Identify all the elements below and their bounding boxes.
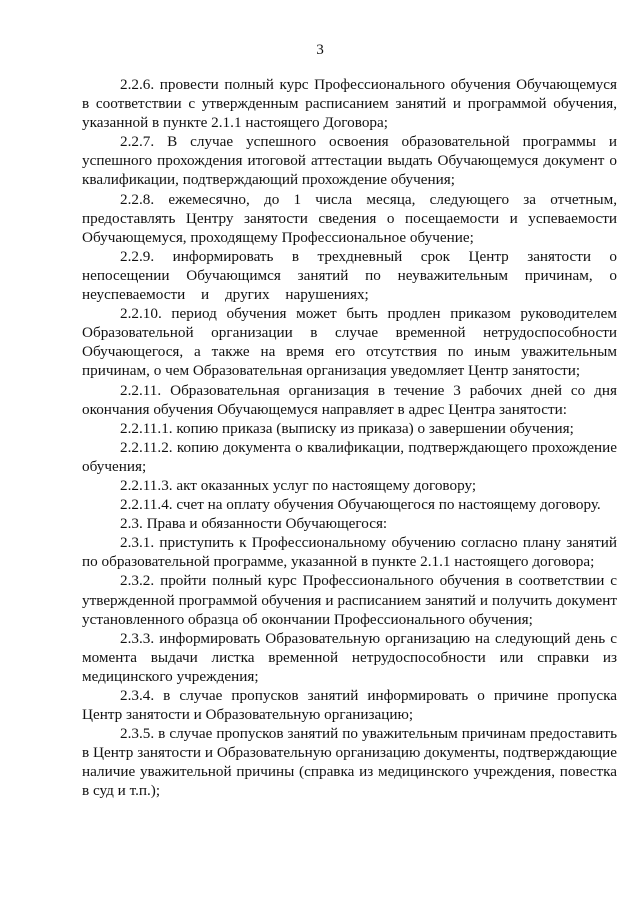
section-2-3-heading: 2.3. Права и обязанности Обучающегося: — [120, 515, 388, 533]
clause-2-3-3: 2.3.3. информировать Образовательную организацию на следующий день с момента выдачи листка временной нетрудоспособности или справки из медицинского учреждения; — [82, 629, 617, 685]
clause-2-2-10: 2.2.10. период обучения может быть продлен приказом руководителем Образовательной организации в случае временной нетрудоспособности Обучающегося, а также на время его отсутствия по иным уважительным причинам, о чем Образовательная организация уведомляет Центр занятости; — [82, 305, 617, 380]
clause-2-3-1: 2.3.1. приступить к Профессиональному обучению согласно плану занятий по образовательной программе, указанной в пункте 2.1.1 настоящего договора; — [82, 534, 617, 571]
clause-2-2-8: 2.2.8. ежемесячно, до 1 числа месяца, следующего за отчетным, предоставлять Центру занятости сведения о посещаемости и успеваемости Обучающемуся, проходящему Профессиональное обучение; — [82, 190, 617, 246]
clause-2-2-11-2: 2.2.11.2. копию документа о квалификации, подтверждающего прохождение обучения; — [82, 438, 617, 475]
clause-2-2-11-3: 2.2.11.3. акт оказанных услуг по настоящему договору; — [120, 476, 477, 494]
clause-2-3-4: 2.3.4. в случае пропусков занятий информировать о причине пропуска Центр занятости и Образовательную организацию; — [82, 687, 617, 724]
clause-2-3-2: 2.3.2. пройти полный курс Профессионального обучения в соответствии с утвержденной программой обучения и расписанием занятий и получить документ установленного образца об окончании Профессионального обучения; — [82, 572, 617, 628]
clause-2-2-9: 2.2.9. информировать в трехдневный срок Центр занятости о непосещении Обучающимся занятий по неуважительным причинам, о неуспеваемости и других нарушениях; — [82, 247, 617, 304]
page-number: 3 — [316, 41, 324, 58]
clause-2-2-11-4: 2.2.11.4. счет на оплату обучения Обучающегося по настоящему договору. — [120, 496, 601, 514]
clause-2-2-11-1: 2.2.11.1. копию приказа (выписку из приказа) о завершении обучения; — [120, 419, 574, 437]
document-body — [82, 75, 617, 801]
clause-2-2-7: 2.2.7. В случае успешного освоения образовательной программы и успешного прохождения итоговой аттестации выдать Обучающемуся документ о квалификации, подтверждающий прохождение обучения; — [82, 133, 617, 189]
clause-2-2-11: 2.2.11. Образовательная организация в течение 3 рабочих дней со дня окончания обучения Обучающемуся направляет в адрес Центра занятости: — [82, 381, 617, 418]
clause-2-3-5: 2.3.5. в случае пропусков занятий по уважительным причинам предоставить в Центр занятости и Образовательную организацию документы, подтверждающие наличие уважительной причины (справка из медицинского учреждения, повестка в суд и т.п.); — [82, 725, 617, 800]
clause-2-2-6: 2.2.6. провести полный курс Профессионального обучения Обучающемуся в соответствии с утвержденным расписанием занятий и программой обучения, указанной в пункте 2.1.1 настоящего Договора; — [82, 76, 617, 132]
